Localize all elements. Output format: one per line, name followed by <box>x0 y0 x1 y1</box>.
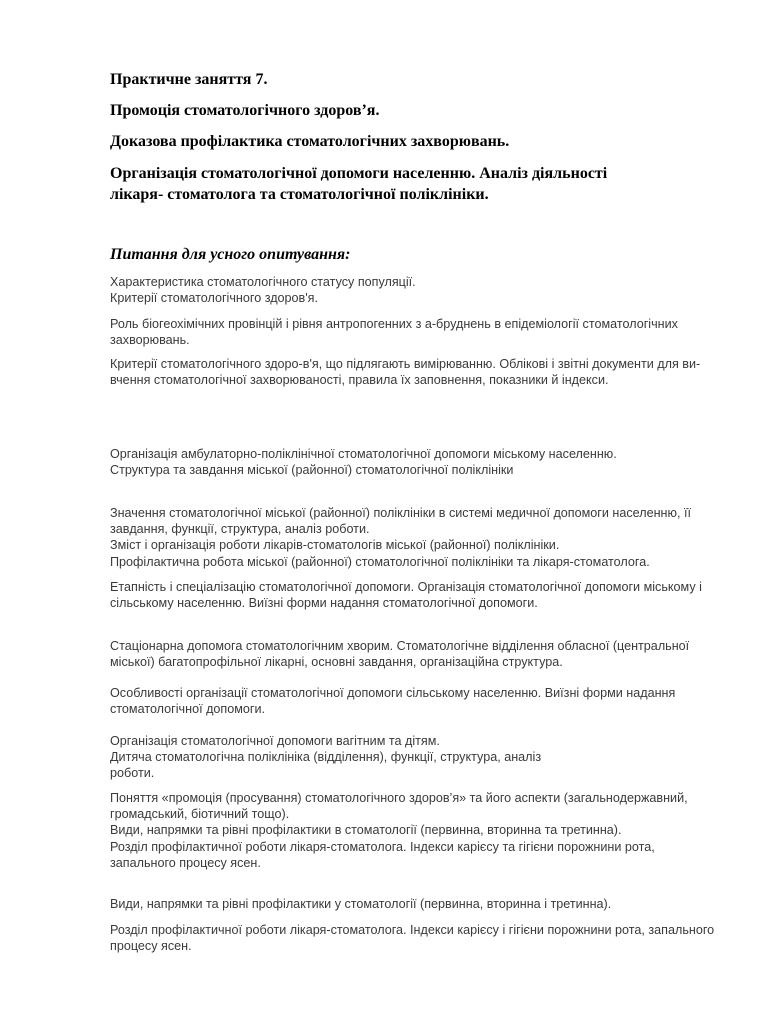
question-paragraph: Розділ профілактичної роботи лікаря-стоматолога. Індекси карієсу і гігієни порожнини рота, запального процесу ясен. <box>110 923 715 954</box>
lesson-title: Практичне заняття 7. <box>110 71 268 88</box>
question-paragraph: Характеристика стоматологічного статусу популяції. Критерії стоматологічного здоров'я. <box>110 275 416 306</box>
question-paragraph: Критерії стоматологічного здоро-в'я, що підлягають вимірюванню. Облікові і звітні документи для ви-вчення стоматологічної захворюваності, правила їх заповнення, показники й індекси. <box>110 357 701 388</box>
question-paragraph: Етапність і спеціалізацію стоматологічної допомоги. Організація стоматологічної допомоги міському і сільському населенню. Виїзні форми надання стоматологічної допомоги. <box>110 580 702 611</box>
question-paragraph: Поняття «промоція (просування) стоматологічного здоров’я» та його аспекти (загальнодержавний, громадський, біотичний тощо). Види, напрямки та рівні профілактики в стоматології (первинна, вторинна та третинна). Розділ профілактичної роботи лікаря-стоматолога. Індекси карієсу та гігієни порожнини рота, запального процесу ясен. <box>110 791 688 870</box>
question-paragraph: Значення стоматологічної міської (районної) поліклініки в системі медичної допомоги населенню, її завдання, функції, структура, аналіз роботи. Зміст і організація роботи лікарів-стоматологів міської (районної) поліклініки. Профілактична робота міської (районної) стоматологічної поліклініки та лікаря-стоматолога. <box>110 506 691 569</box>
topic-heading-organization: Організація стоматологічної допомоги населенню. Аналіз діяльності лікаря- стоматолога та стоматологічної поліклініки. <box>110 165 608 203</box>
question-paragraph: Особливості організації стоматологічної допомоги сільському населенню. Виїзні форми надання стоматологічної допомоги. <box>110 686 676 717</box>
topic-heading-prevention: Доказова профілактика стоматологічних захворювань. <box>110 133 510 150</box>
topic-heading-promotion: Промоція стоматологічного здоров’я. <box>110 102 380 119</box>
question-paragraph: Види, напрямки та рівні профілактики у стоматології (первинна, вторинна і третинна). <box>110 897 612 911</box>
question-paragraph: Роль біогеохімічних провінцій і рівня антропогенних з а-бруднень в епідеміології стоматологічних захворювань. <box>110 317 678 348</box>
question-paragraph: Організація стоматологічної допомоги вагітним та дітям. Дитяча стоматологічна поліклініка (відділення), функції, структура, аналіз роботи. <box>110 734 542 781</box>
questions-subheading: Питання для усного опитування: <box>110 246 351 263</box>
question-paragraph: Організація амбулаторно-поліклінічної стоматологічної допомоги міському населенню. Структура та завдання міської (районної) стоматологічної поліклініки <box>110 447 617 478</box>
question-paragraph: Стаціонарна допомога стоматологічним хворим. Стоматологічне відділення обласної (центральної міської) багатопрофільної лікарні, основні завдання, організаційна структура. <box>110 639 690 670</box>
